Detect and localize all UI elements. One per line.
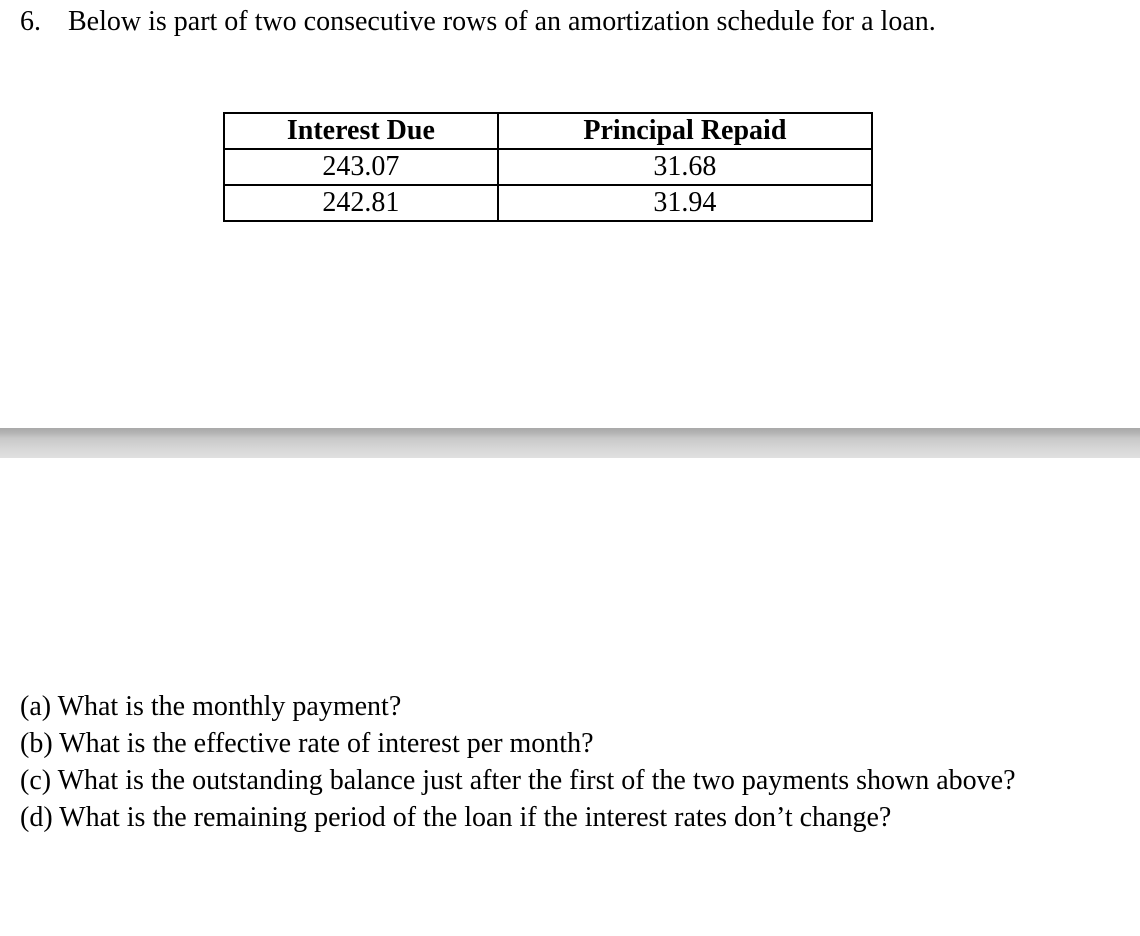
- table-cell-principal-repaid: 31.68: [498, 149, 872, 185]
- page-divider: [0, 428, 1140, 458]
- column-header-interest-due: Interest Due: [224, 113, 498, 149]
- table-cell-principal-repaid: 31.94: [498, 185, 872, 221]
- amortization-table: [223, 112, 873, 222]
- question-a: (a) What is the monthly payment?: [20, 691, 402, 722]
- table-row: [224, 149, 872, 185]
- question-b: (b) What is the effective rate of interest per month?: [20, 728, 594, 759]
- question-d: (d) What is the remaining period of the loan if the interest rates don’t change?: [20, 802, 892, 833]
- table-row: [224, 185, 872, 221]
- problem-number: 6.: [20, 6, 41, 37]
- problem-heading: [20, 4, 936, 40]
- question-c: (c) What is the outstanding balance just after the first of the two payments shown above?: [20, 765, 1016, 796]
- question-list: [20, 688, 1120, 836]
- table-header-row: [224, 113, 872, 149]
- column-header-principal-repaid: Principal Repaid: [498, 113, 872, 149]
- table-cell-interest-due: 242.81: [224, 185, 498, 221]
- problem-text: Below is part of two consecutive rows of an amortization schedule for a loan.: [68, 6, 936, 37]
- table-cell-interest-due: 243.07: [224, 149, 498, 185]
